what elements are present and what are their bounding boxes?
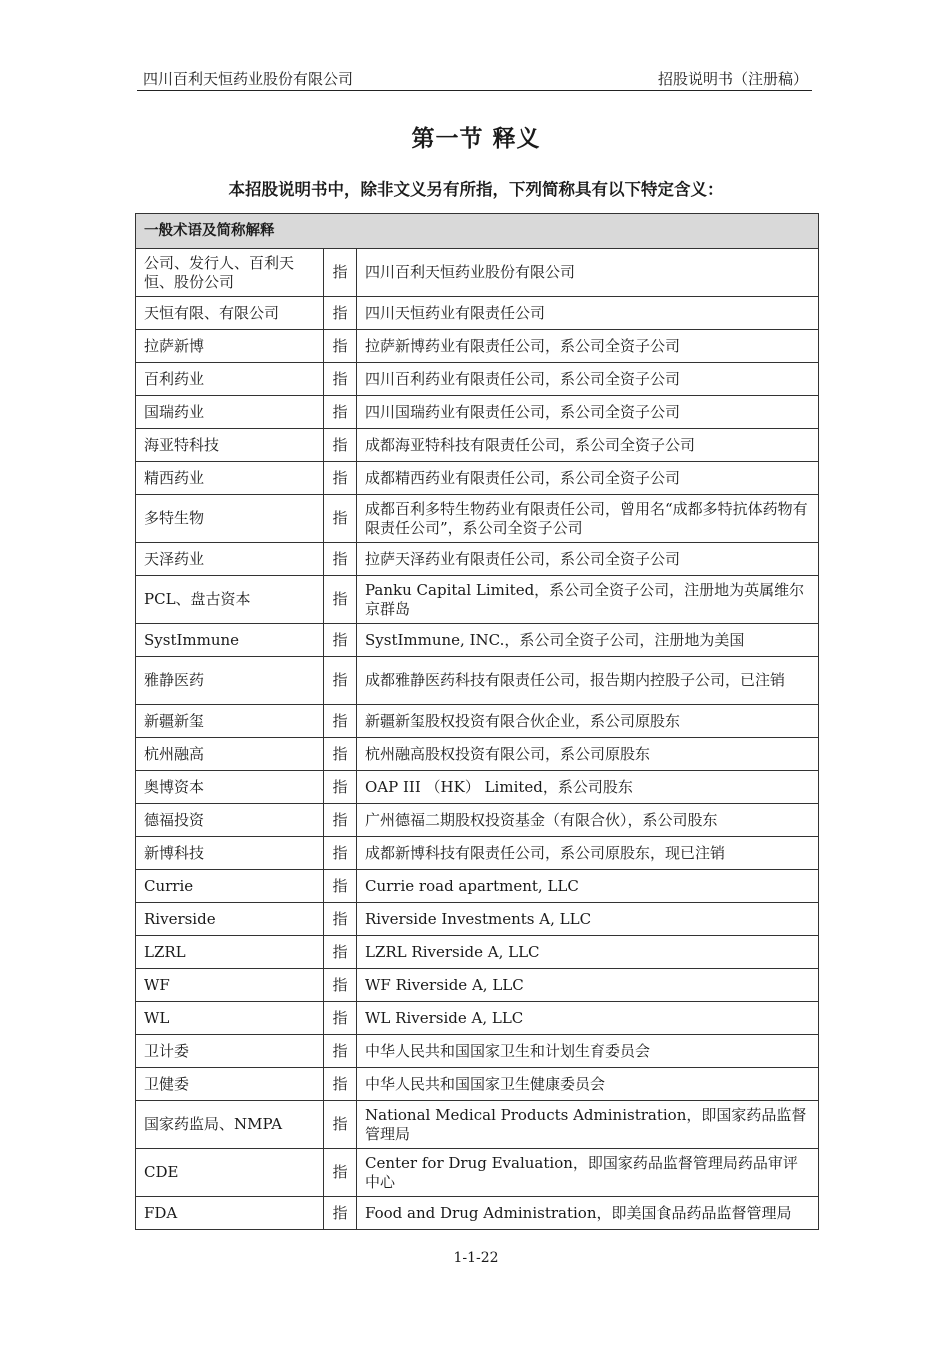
table-row [136,738,819,771]
term-cell: 百利药业 [136,363,324,396]
definition-cell: Currie road apartment, LLC [357,870,819,903]
term-cell: 新疆新玺 [136,705,324,738]
table-row [136,249,819,297]
refers-to-cell: 指 [324,1068,357,1101]
definition-cell: Panku Capital Limited，系公司全资子公司，注册地为英属维尔京群岛 [357,576,819,624]
refers-to-cell: 指 [324,1197,357,1230]
refers-to-cell: 指 [324,936,357,969]
table-row [136,1068,819,1101]
term-cell: Riverside [136,903,324,936]
table-row [136,624,819,657]
definition-cell: 四川天恒药业有限责任公司 [357,297,819,330]
term-cell: 新博科技 [136,837,324,870]
refers-to-cell: 指 [324,903,357,936]
refers-to-cell: 指 [324,330,357,363]
definition-cell: WL Riverside A, LLC [357,1002,819,1035]
definition-cell: 成都精西药业有限责任公司，系公司全资子公司 [357,462,819,495]
refers-to-cell: 指 [324,297,357,330]
refers-to-cell: 指 [324,1035,357,1068]
term-cell: 多特生物 [136,495,324,543]
refers-to-cell: 指 [324,738,357,771]
refers-to-cell: 指 [324,396,357,429]
term-cell: SystImmune [136,624,324,657]
definition-cell: Center for Drug Evaluation，即国家药品监督管理局药品审评中心 [357,1149,819,1197]
table-row [136,576,819,624]
table-row [136,936,819,969]
table-row [136,903,819,936]
definition-cell: 四川国瑞药业有限责任公司，系公司全资子公司 [357,396,819,429]
definition-cell: LZRL Riverside A, LLC [357,936,819,969]
refers-to-cell: 指 [324,771,357,804]
definition-cell: 四川百利药业有限责任公司，系公司全资子公司 [357,363,819,396]
table-row [136,429,819,462]
term-cell: LZRL [136,936,324,969]
table-row [136,363,819,396]
term-cell: WF [136,969,324,1002]
term-cell: 拉萨新博 [136,330,324,363]
term-cell: FDA [136,1197,324,1230]
term-cell: 精西药业 [136,462,324,495]
page-number: 1-1-22 [453,1250,499,1266]
refers-to-cell: 指 [324,429,357,462]
table-row [136,297,819,330]
definition-cell: 中华人民共和国国家卫生健康委员会 [357,1068,819,1101]
definitions-table [135,213,819,1230]
term-cell: WL [136,1002,324,1035]
table-row [136,495,819,543]
refers-to-cell: 指 [324,624,357,657]
term-cell: 海亚特科技 [136,429,324,462]
refers-to-cell: 指 [324,543,357,576]
table-row [136,657,819,705]
definition-cell: 成都新博科技有限责任公司，系公司原股东，现已注销 [357,837,819,870]
term-cell: 国家药监局、NMPA [136,1101,324,1149]
definition-cell: 拉萨天泽药业有限责任公司，系公司全资子公司 [357,543,819,576]
term-cell: 公司、发行人、百利天恒、股份公司 [136,249,324,297]
table-section-header [136,214,819,249]
table-row [136,1035,819,1068]
section-header-label: 一般术语及简称解释 [136,214,819,249]
intro-paragraph: 本招股说明书中，除非文义另有所指，下列简称具有以下特定含义： [228,180,724,199]
term-cell: 杭州融高 [136,738,324,771]
table-row [136,837,819,870]
definition-cell: 中华人民共和国国家卫生和计划生育委员会 [357,1035,819,1068]
table-row [136,396,819,429]
table-row [136,870,819,903]
table-row [136,771,819,804]
definition-cell: 拉萨新博药业有限责任公司，系公司全资子公司 [357,330,819,363]
definition-cell: Riverside Investments A, LLC [357,903,819,936]
definition-cell: 杭州融高股权投资有限公司，系公司原股东 [357,738,819,771]
header-document-name: 招股说明书（注册稿） [657,70,808,88]
table-row [136,330,819,363]
term-cell: 天泽药业 [136,543,324,576]
definition-cell: 成都海亚特科技有限责任公司，系公司全资子公司 [357,429,819,462]
refers-to-cell: 指 [324,462,357,495]
refers-to-cell: 指 [324,1101,357,1149]
term-cell: 国瑞药业 [136,396,324,429]
running-header [137,66,812,91]
section-title: 第一节 释义 [411,126,541,152]
refers-to-cell: 指 [324,363,357,396]
term-cell: 天恒有限、有限公司 [136,297,324,330]
refers-to-cell: 指 [324,870,357,903]
definition-cell: 四川百利天恒药业股份有限公司 [357,249,819,297]
header-company-name: 四川百利天恒药业股份有限公司 [143,70,354,88]
refers-to-cell: 指 [324,969,357,1002]
definition-cell: 成都雅静医药科技有限责任公司，报告期内控股子公司，已注销 [357,657,819,705]
refers-to-cell: 指 [324,657,357,705]
definition-cell: SystImmune, INC.，系公司全资子公司，注册地为美国 [357,624,819,657]
definition-cell: National Medical Products Administration，即国家药品监督管理局 [357,1101,819,1149]
refers-to-cell: 指 [324,249,357,297]
term-cell: CDE [136,1149,324,1197]
table-row [136,705,819,738]
refers-to-cell: 指 [324,1002,357,1035]
table-row [136,1197,819,1230]
table-row [136,543,819,576]
definition-cell: WF Riverside A, LLC [357,969,819,1002]
term-cell: Currie [136,870,324,903]
term-cell: 奥博资本 [136,771,324,804]
definition-cell: Food and Drug Administration，即美国食品药品监督管理局 [357,1197,819,1230]
refers-to-cell: 指 [324,837,357,870]
table-row [136,1149,819,1197]
term-cell: 德福投资 [136,804,324,837]
refers-to-cell: 指 [324,495,357,543]
table-row [136,804,819,837]
refers-to-cell: 指 [324,705,357,738]
term-cell: 卫健委 [136,1068,324,1101]
term-cell: 卫计委 [136,1035,324,1068]
refers-to-cell: 指 [324,1149,357,1197]
table-row [136,1002,819,1035]
term-cell: 雅静医药 [136,657,324,705]
definition-cell: OAP III （HK） Limited，系公司股东 [357,771,819,804]
table-row [136,462,819,495]
definition-cell: 成都百利多特生物药业有限责任公司，曾用名“成都多特抗体药物有限责任公司”，系公司全资子公司 [357,495,819,543]
table-row [136,969,819,1002]
table-row [136,1101,819,1149]
definition-cell: 广州德福二期股权投资基金（有限合伙），系公司股东 [357,804,819,837]
refers-to-cell: 指 [324,804,357,837]
refers-to-cell: 指 [324,576,357,624]
term-cell: PCL、盘古资本 [136,576,324,624]
definition-cell: 新疆新玺股权投资有限合伙企业，系公司原股东 [357,705,819,738]
